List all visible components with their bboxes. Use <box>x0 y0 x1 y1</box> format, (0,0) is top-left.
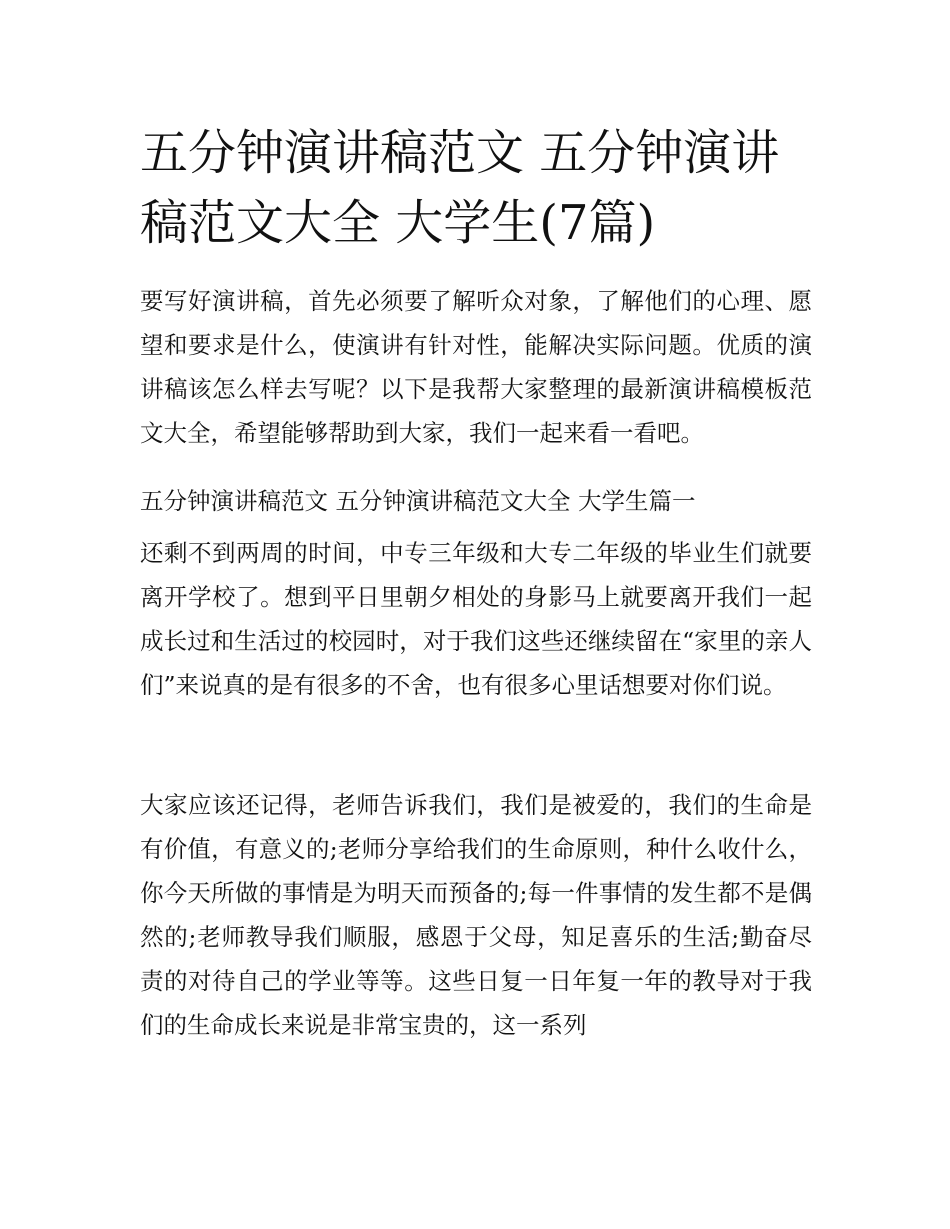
section-heading: 五分钟演讲稿范文 五分钟演讲稿范文大全 大学生篇一 <box>140 487 696 515</box>
intro-paragraph: 要写好演讲稿，首先必须要了解听众对象，了解他们的心理、愿望和要求是什么，使演讲有针对性，能解决实际问题。优质的演讲稿该怎么样去写呢？以下是我帮大家整理的最新演讲稿模板范文大全，希望能够帮助到大家，我们一起来看一看吧。 <box>140 287 812 447</box>
document-title: 五分钟演讲稿范文 五分钟演讲稿范文大全 大学生(7篇) <box>140 125 780 251</box>
body-paragraph: 还剩不到两周的时间，中专三年级和大专二年级的毕业生们就要离开学校了。想到平日里朝夕相处的身影马上就要离开我们一起成长过和生活过的校园时，对于我们这些还继续留在“家里的亲人们”来说真的是有很多的不舍，也有很多心里话想要对你们说。 <box>140 539 812 699</box>
body-paragraph: 大家应该还记得，老师告诉我们，我们是被爱的，我们的生命是有价值，有意义的;老师分享给我们的生命原则，种什么收什么，你今天所做的事情是为明天而预备的;每一件事情的发生都不是偶然的;老师教导我们顺服，感恩于父母，知足喜乐的生活;勤奋尽责的对待自己的学业等等。这些日复一日年复一年的教导对于我们的生命成长来说是非常宝贵的，这一系列 <box>140 791 812 1039</box>
